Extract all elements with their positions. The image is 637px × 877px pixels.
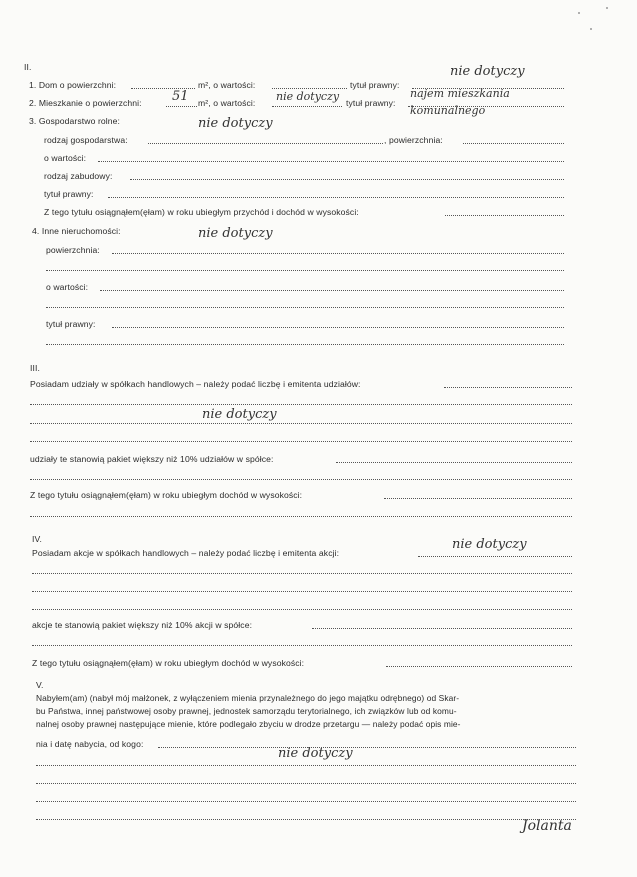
shares-field[interactable] [444,387,572,388]
stocks-package-field-2[interactable] [32,645,572,646]
stocks-package-label: akcje te stanowią pakiet większy niż 10% akcji w spółce: [32,620,253,630]
other-worth-label: o wartości: [46,282,89,292]
other-worth-field-2[interactable] [46,307,564,308]
house-value-field[interactable] [272,88,347,89]
stocks-field-3[interactable] [32,591,572,592]
flat-label: 2. Mieszkanie o powierzchni: [29,98,142,108]
farm-area-field[interactable] [463,143,564,144]
farm-worth-field[interactable] [98,161,564,162]
stocks-label: Posiadam akcje w spółkach handlowych – należy podać liczbę i emitenta akcji: [32,548,340,558]
shares-income-field[interactable] [384,498,572,499]
scan-speck [606,7,608,9]
shares-field-3[interactable] [30,423,572,424]
house-title-handwritten: nie dotyczy [450,64,525,79]
flat-value-field[interactable] [272,106,342,107]
acquired-text-line-2: bu Państwa, innej państwowej osoby prawnej, jednostek samorządu terytorialnego, ich związków lub od komu- [36,706,457,716]
other-property-label: 4. Inne nieruchomości: [32,226,121,236]
farm-area-label: , powierzchnia: [384,135,443,145]
stocks-package-field[interactable] [312,628,572,629]
farm-building-label: rodzaj zabudowy: [44,171,113,181]
stocks-handwritten: nie dotyczy [452,537,527,552]
shares-income-label: Z tego tytułu osiągnąłem(ęłam) w roku ubiegłym dochód w wysokości: [30,490,303,500]
section-5-numeral: V. [36,680,44,690]
flat-title-label: tytuł prawny: [346,98,396,108]
shares-handwritten: nie dotyczy [202,407,277,422]
section-4-numeral: IV. [32,534,43,544]
other-area-field[interactable] [112,253,564,254]
house-label: 1. Dom o powierzchni: [29,80,117,90]
shares-field-4[interactable] [30,441,572,442]
stocks-field-2[interactable] [32,573,572,574]
acquired-handwritten: nie dotyczy [278,746,353,761]
acquired-field-4[interactable] [36,801,576,802]
farm-title-label: tytuł prawny: [44,189,94,199]
house-unit-label: m², o wartości: [198,80,256,90]
flat-area-field[interactable] [166,106,197,107]
other-property-handwritten: nie dotyczy [198,226,273,241]
acquired-text-line-3: nalnej osoby prawnej następujące mienie, które podlegało zbyciu w drodze przetargu — należy podać opis mie- [36,719,461,729]
scan-speck [578,12,580,14]
acquired-field[interactable] [158,747,576,748]
farm-building-field[interactable] [130,179,564,180]
shares-package-field[interactable] [336,462,572,463]
shares-income-field-2[interactable] [30,516,572,517]
farm-income-field[interactable] [445,215,564,216]
section-2-numeral: II. [24,62,32,72]
flat-unit-label: m², o wartości: [198,98,256,108]
signature: Jolanta [522,818,572,834]
farm-handwritten: nie dotyczy [198,116,273,131]
farm-label: 3. Gospodarstwo rolne: [29,116,121,126]
acquired-field-5[interactable] [36,819,576,820]
house-title-label: tytuł prawny: [350,80,400,90]
flat-area-handwritten: 51 [172,89,189,104]
shares-field-2[interactable] [30,404,572,405]
acquired-field-3[interactable] [36,783,576,784]
other-area-label: powierzchnia: [46,245,100,255]
shares-package-field-2[interactable] [30,479,572,480]
scan-speck [590,28,592,30]
acquired-text-line-1: Nabyłem(am) (nabył mój małżonek, z wyłączeniem mienia przynależnego do jego majątku odrębnego) od Skar- [36,693,460,703]
farm-type-field[interactable] [148,143,383,144]
other-title-field-2[interactable] [46,344,564,345]
acquired-text-line-4: nia i datę nabycia, od kogo: [36,739,144,749]
acquired-field-2[interactable] [36,765,576,766]
stocks-field-4[interactable] [32,609,572,610]
stocks-field[interactable] [418,556,572,557]
shares-label: Posiadam udziały w spółkach handlowych – należy podać liczbę i emitenta udziałów: [30,379,361,389]
farm-type-label: rodzaj gospodarstwa: [44,135,128,145]
other-worth-field[interactable] [100,290,564,291]
farm-worth-label: o wartości: [44,153,87,163]
flat-title-handwritten: najem mieszkania komunalnego [410,87,510,117]
stocks-income-label: Z tego tytułu osiągnąłem(ęłam) w roku ubiegłym dochód w wysokości: [32,658,305,668]
stocks-income-field[interactable] [386,666,572,667]
other-title-label: tytuł prawny: [46,319,96,329]
section-3-numeral: III. [30,363,40,373]
farm-income-label: Z tego tytułu osiągnąłem(ęłam) w roku ubiegłym przychód i dochód w wysokości: [44,207,359,217]
other-title-field[interactable] [112,327,564,328]
shares-package-label: udziały te stanowią pakiet większy niż 10% udziałów w spółce: [30,454,274,464]
other-area-field-2[interactable] [46,270,564,271]
farm-title-field[interactable] [108,197,564,198]
flat-value-handwritten: nie dotyczy [276,90,340,103]
